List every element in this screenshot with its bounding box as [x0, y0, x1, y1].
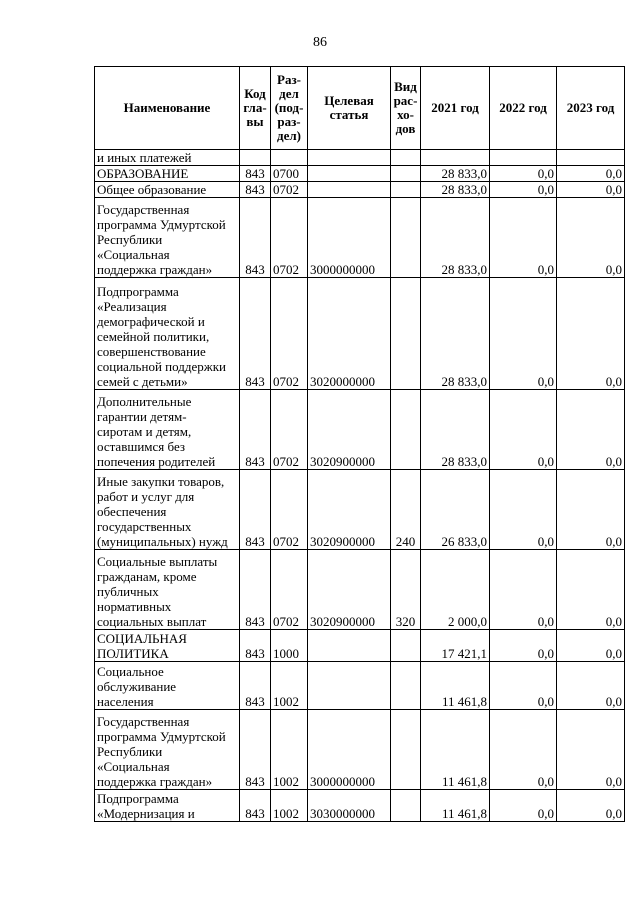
row-2023: 0,0 [557, 710, 625, 790]
row-2021: 11 461,8 [421, 662, 490, 710]
row-target: 3000000000 [308, 710, 391, 790]
row-2022: 0,0 [490, 662, 557, 710]
row-2021: 28 833,0 [421, 198, 490, 278]
header-chapter-code: Код гла- вы [240, 67, 271, 150]
row-chapter: 843 [240, 710, 271, 790]
row-expense [391, 390, 421, 470]
table-row [95, 710, 625, 790]
header-2021: 2021 год [421, 67, 490, 150]
row-expense: 240 [391, 470, 421, 550]
row-chapter: 843 [240, 166, 271, 182]
row-chapter: 843 [240, 182, 271, 198]
row-section: 0702 [271, 182, 308, 198]
header-section: Раз- дел (под- раз- дел) [271, 67, 308, 150]
row-target [308, 166, 391, 182]
row-section: 0702 [271, 470, 308, 550]
row-expense [391, 790, 421, 822]
row-name: СОЦИАЛЬНАЯ ПОЛИТИКА [95, 630, 240, 662]
table-header-row [95, 67, 625, 150]
header-2022: 2022 год [490, 67, 557, 150]
row-expense [391, 198, 421, 278]
row-expense: 320 [391, 550, 421, 630]
row-name: ОБРАЗОВАНИЕ [95, 166, 240, 182]
row-target: 3020900000 [308, 470, 391, 550]
row-2022: 0,0 [490, 390, 557, 470]
row-expense [391, 710, 421, 790]
row-2021: 11 461,8 [421, 790, 490, 822]
row-chapter: 843 [240, 390, 271, 470]
header-2023: 2023 год [557, 67, 625, 150]
row-chapter: 843 [240, 790, 271, 822]
row-name: Дополнительные гарантии детям- сиротам и детям, оставшимся без попечения родителей [95, 390, 240, 470]
row-chapter [240, 150, 271, 166]
row-2023: 0,0 [557, 278, 625, 390]
row-name: Иные закупки товаров, работ и услуг для обеспечения государственных (муниципальных) нужд [95, 470, 240, 550]
row-target [308, 630, 391, 662]
row-2022: 0,0 [490, 790, 557, 822]
row-2023: 0,0 [557, 166, 625, 182]
table-row [95, 198, 625, 278]
table-row [95, 278, 625, 390]
row-expense [391, 166, 421, 182]
table-row [95, 790, 625, 822]
table-row [95, 182, 625, 198]
row-2023: 0,0 [557, 198, 625, 278]
row-section: 0702 [271, 550, 308, 630]
row-chapter: 843 [240, 278, 271, 390]
row-section: 1002 [271, 710, 308, 790]
row-2021: 28 833,0 [421, 166, 490, 182]
row-section [271, 150, 308, 166]
table-row [95, 150, 625, 166]
row-2021: 17 421,1 [421, 630, 490, 662]
row-2023: 0,0 [557, 182, 625, 198]
row-chapter: 843 [240, 630, 271, 662]
table-row [95, 470, 625, 550]
row-2021: 11 461,8 [421, 710, 490, 790]
row-name: Государственная программа Удмуртской Республики «Социальная поддержка граждан» [95, 198, 240, 278]
row-2023: 0,0 [557, 790, 625, 822]
header-name: Наименование [95, 67, 240, 150]
row-chapter: 843 [240, 662, 271, 710]
row-name: Государственная программа Удмуртской Республики «Социальная поддержка граждан» [95, 710, 240, 790]
row-target: 3030000000 [308, 790, 391, 822]
row-expense [391, 630, 421, 662]
table-row [95, 390, 625, 470]
row-2021: 28 833,0 [421, 390, 490, 470]
row-chapter: 843 [240, 470, 271, 550]
row-expense [391, 150, 421, 166]
table-row [95, 630, 625, 662]
row-chapter: 843 [240, 550, 271, 630]
row-2023: 0,0 [557, 470, 625, 550]
row-section: 0702 [271, 390, 308, 470]
row-2022: 0,0 [490, 166, 557, 182]
header-expense-type: Вид рас- хо- дов [391, 67, 421, 150]
row-2022: 0,0 [490, 710, 557, 790]
row-section: 1002 [271, 790, 308, 822]
row-expense [391, 662, 421, 710]
row-target [308, 662, 391, 710]
row-section: 0700 [271, 166, 308, 182]
row-2023: 0,0 [557, 390, 625, 470]
row-name: Подпрограмма «Модернизация и [95, 790, 240, 822]
row-2021: 2 000,0 [421, 550, 490, 630]
table-row [95, 166, 625, 182]
row-2022: 0,0 [490, 470, 557, 550]
row-2022: 0,0 [490, 182, 557, 198]
row-2023: 0,0 [557, 550, 625, 630]
row-2022 [490, 150, 557, 166]
row-2023: 0,0 [557, 662, 625, 710]
table-row [95, 550, 625, 630]
row-2022: 0,0 [490, 278, 557, 390]
table-row [95, 662, 625, 710]
row-section: 1002 [271, 662, 308, 710]
row-section: 1000 [271, 630, 308, 662]
row-chapter: 843 [240, 198, 271, 278]
row-target: 3000000000 [308, 198, 391, 278]
row-name: Подпрограмма «Реализация демографической и семейной политики, совершенствование социальной поддержки семей с детьми» [95, 278, 240, 390]
row-2021: 26 833,0 [421, 470, 490, 550]
row-2022: 0,0 [490, 630, 557, 662]
row-target [308, 150, 391, 166]
row-target: 3020900000 [308, 550, 391, 630]
row-2023 [557, 150, 625, 166]
row-2023: 0,0 [557, 630, 625, 662]
row-name: Социальное обслуживание населения [95, 662, 240, 710]
row-2021: 28 833,0 [421, 182, 490, 198]
row-expense [391, 278, 421, 390]
row-name: Социальные выплаты гражданам, кроме публичных нормативных социальных выплат [95, 550, 240, 630]
row-2022: 0,0 [490, 198, 557, 278]
row-expense [391, 182, 421, 198]
header-target-article: Целевая статья [308, 67, 391, 150]
row-name: и иных платежей [95, 150, 240, 166]
row-2021 [421, 150, 490, 166]
row-section: 0702 [271, 198, 308, 278]
row-target [308, 182, 391, 198]
row-name: Общее образование [95, 182, 240, 198]
row-2022: 0,0 [490, 550, 557, 630]
budget-table [94, 66, 625, 822]
row-section: 0702 [271, 278, 308, 390]
row-2021: 28 833,0 [421, 278, 490, 390]
page-number: 86 [313, 35, 327, 50]
row-target: 3020000000 [308, 278, 391, 390]
row-target: 3020900000 [308, 390, 391, 470]
